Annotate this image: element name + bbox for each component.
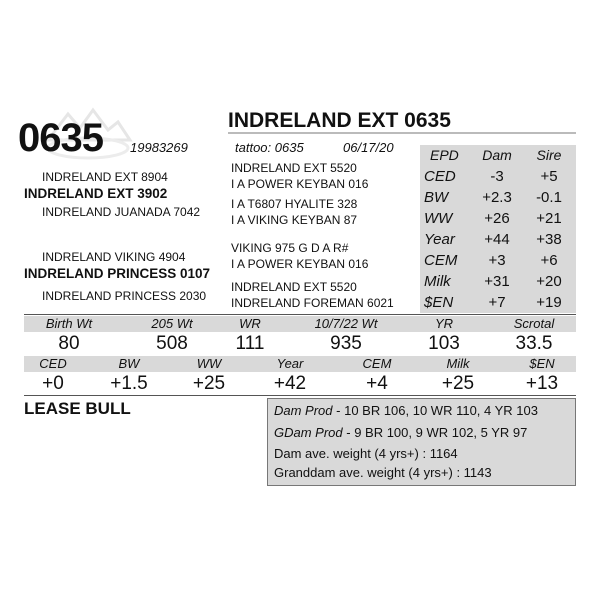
epd-band-label: $EN [529,356,555,371]
header-divider [228,132,576,134]
epd-sire-value: +38 [536,231,562,248]
epd-band-label: Year [276,356,304,371]
lot-number: 0635 [18,116,103,160]
epd-dam-value: +2.3 [482,189,512,206]
epd-sire-value: +6 [540,252,558,269]
epd-label: Milk [424,273,451,290]
epd-label: WW [424,210,453,227]
sire-sire: INDRELAND EXT 8904 [42,170,168,184]
gdam-prod-label: GDam Prod [274,425,343,440]
epd-dam-value: +44 [484,231,510,248]
perf-value: 33.5 [515,333,553,354]
epd-label: CEM [424,252,458,269]
animal-name: INDRELAND EXT 0635 [228,109,451,132]
epd-sire-value: +5 [540,168,558,185]
epd-label: Year [424,231,455,248]
epd-band-label: Milk [446,356,470,371]
epd-dam-value: +3 [488,252,506,269]
dam-sire: INDRELAND VIKING 4904 [42,250,186,264]
epd-band-label: CEM [362,356,392,371]
epd-row-en [420,292,576,313]
sire-header: Sire [536,147,562,163]
sire-sire-sire: INDRELAND EXT 5520 [231,161,357,175]
epd-dam-value: +7 [488,294,506,311]
epd-band-value: +42 [273,373,307,394]
divider [24,395,576,396]
perf-value: 935 [330,333,362,354]
divider [24,314,576,315]
epd-band-value: +13 [525,373,559,394]
perf-value: 103 [428,333,460,354]
dam-sire-dam: I A POWER KEYBAN 016 [231,257,369,271]
perf-value: 508 [156,333,188,354]
registration-number: 19983269 [130,140,188,155]
epd-band-value: +0 [42,373,64,394]
epd-row-milk [420,271,576,292]
dam-prod-line [274,404,538,417]
epd-row-ced [420,166,576,187]
epd-sire-value: +19 [536,294,562,311]
sire: INDRELAND EXT 3902 [24,186,168,201]
birth-date: 06/17/20 [343,140,394,155]
perf-label: Birth Wt [45,316,93,331]
dam-dam-sire: INDRELAND EXT 5520 [231,280,357,294]
epd-header: EPD [430,147,459,163]
sire-sire-dam: I A POWER KEYBAN 016 [231,177,369,191]
perf-label: 10/7/22 Wt [314,316,378,331]
dam-dam: INDRELAND PRINCESS 2030 [42,289,207,303]
perf-label: YR [434,316,454,331]
dam-sire-sire: VIKING 975 G D A R# [231,241,349,255]
dam-dam-dam: INDRELAND FOREMAN 6021 [231,296,394,310]
tattoo: tattoo: 0635 [235,140,304,155]
epd-label: BW [424,189,449,206]
production-box [267,398,576,486]
epd-band-value: +25 [441,373,475,394]
sire-dam-sire: I A T6807 HYALITE 328 [231,197,358,211]
epd-band-label: CED [39,356,67,371]
epd-dam-value: +31 [484,273,510,290]
epd-header-row [420,145,576,166]
epd-band-label: BW [118,356,140,371]
epd-dam-value: +26 [484,210,510,227]
granddam-avg-weight: Granddam ave. weight (4 yrs+) : 1143 [274,465,492,480]
performance-values [24,334,576,354]
epd-row-year [420,229,576,250]
epd-dam-value: -3 [490,168,504,185]
epd-row-ww [420,208,576,229]
dam: INDRELAND PRINCESS 0107 [24,266,211,281]
epd-label-band [24,356,576,372]
epd-band-label: WW [196,356,222,371]
perf-value: 80 [58,333,80,354]
performance-label-band [24,316,576,332]
epd-band-value: +1.5 [110,373,148,394]
gdam-prod-value: - 9 BR 100, 9 WR 102, 5 YR 97 [342,425,528,440]
perf-label: Scrotal [513,316,555,331]
epd-band-value: +4 [366,373,388,394]
epd-row-bw [420,187,576,208]
dam-header: Dam [482,147,512,163]
gdam-prod-line [274,426,527,439]
epd-table [420,145,576,313]
epd-sire-value: +20 [536,273,562,290]
perf-label: 205 Wt [151,316,193,331]
epd-sire-value: +21 [536,210,562,227]
epd-values [24,374,576,394]
dam-avg-weight: Dam ave. weight (4 yrs+) : 1164 [274,446,458,461]
dam-prod-value: - 10 BR 106, 10 WR 110, 4 YR 103 [332,403,538,418]
status-label: LEASE BULL [24,399,131,418]
epd-sire-value: -0.1 [536,189,562,206]
epd-band-value: +25 [192,373,226,394]
sire-dam-dam: I A VIKING KEYBAN 87 [231,213,358,227]
perf-label: WR [239,316,261,331]
epd-row-cem [420,250,576,271]
epd-label: $EN [424,294,454,311]
epd-label: CED [424,168,456,185]
sire-dam: INDRELAND JUANADA 7042 [42,205,201,219]
perf-value: 111 [235,333,265,354]
dam-prod-label: Dam Prod [274,403,333,418]
